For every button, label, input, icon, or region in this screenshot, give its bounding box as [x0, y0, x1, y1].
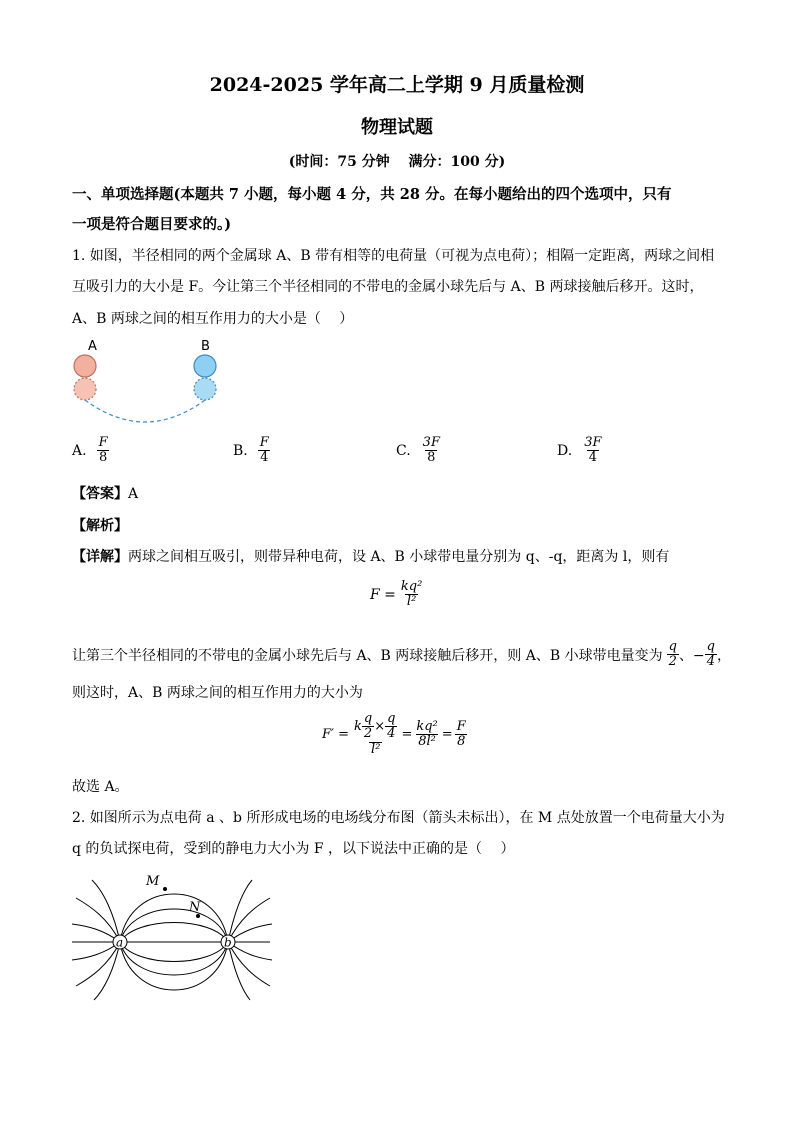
q2-line1: 2. 如图所示为点电荷 a 、b 所形成电场的电场线分布图（箭头未标出），在 M 点处放置一个电荷量大小为	[72, 810, 725, 826]
q1-line3: A、B 两球之间的相互作用力的大小是（ ）	[72, 311, 354, 327]
q1-line1: 1. 如图，半径相同的两个金属球 A、B 带有相等的电荷量（可视为点电荷）；相隔一定距离，两球之间相	[72, 248, 715, 264]
q1-figure	[64, 334, 234, 434]
option-b-fraction: $\frac{F}{4}$	[259, 435, 269, 466]
option-d-fraction: $\frac{3F}{4}$	[584, 435, 602, 466]
time-info: (时间：75 分钟 满分：100 分)	[288, 154, 506, 170]
sphere-b	[194, 355, 216, 377]
point-m-label: M	[146, 874, 160, 889]
conclusion: 故选 A。	[72, 779, 129, 795]
subject-title: 物理试题	[361, 117, 433, 138]
q1-line2: 互吸引力的大小是 F。今让第三个半径相同的不带电的金属小球先后与 A、B 两球接触后移开。这时，	[72, 279, 704, 295]
figure-label-b: B	[201, 339, 210, 354]
q2-line2: q 的负试探电荷，受到的静电力大小为 F ，以下说法中正确的是（ ）	[72, 841, 515, 857]
sphere-a	[74, 355, 96, 377]
formula-coulomb: F = $\frac{\text{kq²}}{\text{l²}}$	[370, 579, 423, 610]
option-a[interactable]	[72, 436, 110, 466]
option-c-label: C.	[396, 442, 411, 459]
sphere-b-moved	[194, 378, 216, 400]
figure-label-a: A	[88, 339, 97, 354]
sphere-a-moved	[74, 378, 96, 400]
answer-line	[72, 483, 138, 503]
option-a-label: A.	[72, 442, 87, 459]
line-after-contact: 让第三个半径相同的不带电的金属小球先后与 A、B 两球接触后移开，则 A、B 小球带电量变为 $\frac{q}{2}$ 、− $\frac{q}{4}$ ，	[72, 639, 731, 670]
option-d-label: D.	[557, 442, 573, 459]
section-heading-line1: 一、单项选择题(本题共 7 小题，每小题 4 分，共 28 分。在每小题给出的四个选项中，只有	[72, 186, 672, 203]
detail-text: 两球之间相互吸引，则带异种电荷，设 A、B 小球带电量分别为 q、-q，距离为 l，则有	[128, 549, 670, 565]
option-b[interactable]	[233, 436, 271, 466]
option-c-fraction: $\frac{3F}{8}$	[422, 435, 440, 466]
answer-value: A	[128, 486, 139, 502]
q2-field-figure	[70, 868, 275, 1003]
charge-b-label: b	[224, 935, 232, 950]
section-heading-line2: 一项是符合题目要求的。)	[72, 216, 232, 233]
analysis-tag: 【解析】	[72, 518, 128, 534]
option-c[interactable]	[396, 436, 442, 466]
option-d[interactable]	[557, 436, 603, 466]
detail-tag: 【详解】	[72, 549, 128, 565]
point-m	[163, 887, 167, 891]
option-a-fraction: $\frac{F}{8}$	[98, 435, 108, 466]
answer-tag: 【答案】	[72, 486, 128, 502]
charge-a-label: a	[116, 935, 124, 950]
line-force-intro: 则这时，A、B 两球之间的相互作用力的大小为	[72, 685, 363, 701]
dashed-path	[85, 400, 205, 422]
option-b-label: B.	[233, 442, 248, 459]
formula-new-force: F′ = k $\frac{q}{2}$ × $\frac{q}{4}$ l² = $\frac{\text{kq²}}{\text{8l²}}$ = $\frac{F}{8}$	[322, 711, 466, 757]
point-n-label: N	[189, 900, 201, 915]
exam-title: 2024-2025 学年高二上学期 9 月质量检测	[209, 74, 585, 96]
detail-line	[72, 546, 669, 566]
